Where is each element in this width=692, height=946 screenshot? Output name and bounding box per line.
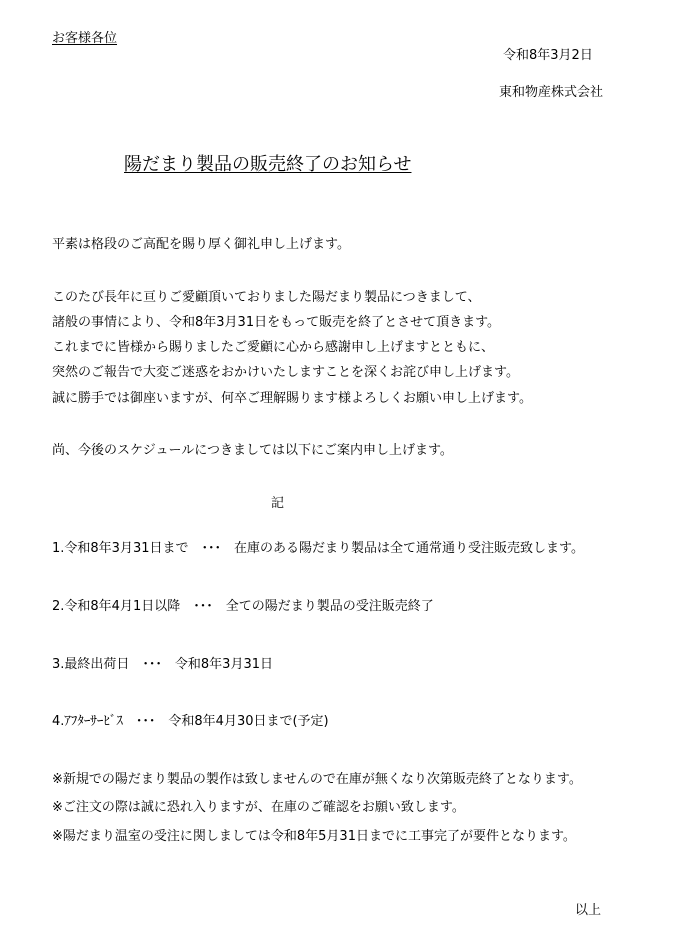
greeting-text: 平素は格段のご高配を賜り厚く御礼申し上げます。 — [52, 237, 350, 252]
body-line: これまでに皆様から賜りましたご愛顧に心から感謝申し上げますとともに、 — [52, 340, 495, 355]
ki-heading: 記 — [271, 496, 285, 511]
note-line: ※ご注文の際は誠に恐れ入りますが、在庫のご確認をお願い致します。 — [52, 800, 465, 815]
closing-text: 以上 — [575, 903, 602, 918]
note-line: ※新規での陽だまり製品の製作は致しませんので在庫が無くなり次第販売終了となります。 — [52, 772, 582, 787]
recipient-line: お客様各位 — [52, 31, 118, 46]
schedule-item: 2.令和8年4月1日以降 ･･･ 全ての陽だまり製品の受注販売終了 — [52, 599, 434, 614]
schedule-item: 1.令和8年3月31日まで ･･･ 在庫のある陽だまり製品は全て通常通り受注販売致します。 — [52, 541, 584, 556]
schedule-item: 3.最終出荷日 ･･･ 令和8年3月31日 — [52, 657, 273, 672]
body-line: 諸般の事情により、令和8年3月31日をもって販売を終了とさせて頂きます。 — [52, 315, 501, 330]
body-line: 誠に勝手では御座いますが、何卒ご理解賜ります様よろしくお願い申し上げます。 — [52, 391, 532, 406]
notice-title: 陽だまり製品の販売終了のお知らせ — [124, 154, 412, 175]
schedule-intro: 尚、今後のスケジュールにつきましては以下にご案内申し上げます。 — [52, 443, 453, 458]
company-name: 東和物産株式会社 — [499, 85, 604, 100]
body-line: 突然のご報告で大変ご迷惑をおかけいたしますことを深くお詫び申し上げます。 — [52, 365, 519, 380]
schedule-item: 4.ｱﾌﾀｰｻｰﾋﾞｽ ･･･ 令和8年4月30日まで(予定) — [52, 714, 329, 729]
issue-date: 令和8年3月2日 — [503, 48, 593, 63]
body-line: このたび長年に亘りご愛顧頂いておりました陽だまり製品につきまして、 — [52, 290, 481, 305]
note-line: ※陽だまり温室の受注に関しましては令和8年5月31日までに工事完了が要件となります。 — [52, 829, 576, 844]
